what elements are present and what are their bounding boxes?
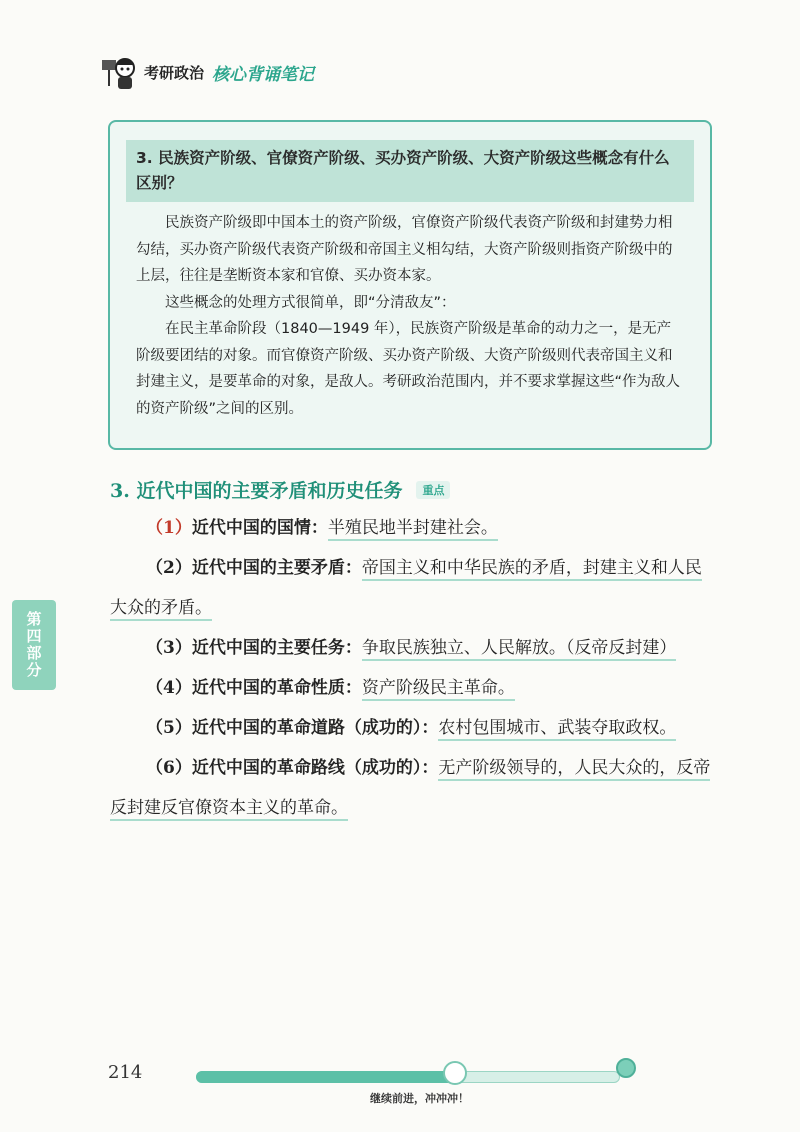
qa-body: [136, 210, 684, 422]
qa-paragraph: 在民主革命阶段（1840—1949 年），民族资产阶级是革命的动力之一，是无产阶级要团结的对象。而官僚资产阶级、买办资产阶级、大资产阶级则代表帝国主义和封建主义，是要革命的对象，是敌人。考研政治范围内，并不要求掌握这些“作为敌人的资产阶级”之间的区别。: [136, 321, 681, 417]
page-number: 214: [108, 1062, 143, 1083]
item-label: 近代中国的革命性质：: [191, 678, 362, 698]
item-answer: 帝国主义和中华民族的矛盾，封建主义和人民大众的矛盾。: [110, 558, 702, 621]
progress-bar: [196, 1071, 620, 1083]
qa-box: [108, 120, 712, 450]
item-label: 近代中国的国情：: [191, 518, 328, 538]
item-number: （3）: [146, 638, 192, 658]
item-label: 近代中国的革命道路（成功的）：: [191, 718, 439, 738]
item-answer: 农村包围城市、武装夺取政权。: [438, 718, 676, 741]
page-header: [100, 52, 314, 92]
item-number: （4）: [146, 678, 192, 698]
item-answer: 争取民族独立、人民解放。（反帝反封建）: [362, 638, 677, 661]
list-item: [110, 708, 716, 748]
finish-dot-icon: [616, 1058, 636, 1078]
item-number: （5）: [146, 718, 192, 738]
item-answer: 无产阶级领导的，人民大众的，反帝反封建反官僚资本主义的革命。: [110, 758, 710, 821]
list-item: [110, 668, 716, 708]
progress-fill: [196, 1071, 455, 1083]
list-item: [110, 548, 716, 628]
mascot-face-icon: [443, 1061, 467, 1085]
list-item: [110, 628, 716, 668]
item-number: （6）: [146, 758, 192, 778]
key-point-badge: 重点: [416, 481, 450, 499]
item-number: （2）: [146, 558, 192, 578]
qa-paragraph: 民族资产阶级即中国本土的资产阶级，官僚资产阶级代表资产阶级和封建势力相勾结，买办资产阶级代表资产阶级和帝国主义相勾结，大资产阶级则指资产阶级中的上层，往往是垄断资本家和官僚、买办资本家。: [136, 215, 673, 284]
section-title: 3. 近代中国的主要矛盾和历史任务: [110, 480, 403, 502]
item-number: （1）: [146, 518, 192, 538]
list-item: [110, 508, 716, 548]
item-list: [110, 508, 716, 828]
section-heading: [110, 476, 450, 503]
list-item: [110, 748, 716, 828]
item-answer: 资产阶级民主革命。: [362, 678, 515, 701]
brand-name: 考研政治: [144, 63, 205, 82]
item-label: 近代中国的主要任务：: [191, 638, 362, 658]
qa-paragraph: 这些概念的处理方式很简单，即“分清敌友”：: [165, 294, 456, 311]
part-label: 第四部分: [24, 611, 43, 679]
item-answer: 半殖民地半封建社会。: [328, 518, 498, 541]
item-label: 近代中国的革命路线（成功的）：: [191, 758, 439, 778]
qa-title: 3. 民族资产阶级、官僚资产阶级、买办资产阶级、大资产阶级这些概念有什么区别？: [126, 140, 694, 202]
part-side-tab: [12, 600, 56, 690]
footer-motto: 继续前进，冲冲冲！: [370, 1092, 469, 1105]
item-label: 近代中国的主要矛盾：: [191, 558, 362, 578]
student-mascot-icon: [100, 52, 140, 92]
book-title: 核心背诵笔记: [212, 64, 315, 85]
